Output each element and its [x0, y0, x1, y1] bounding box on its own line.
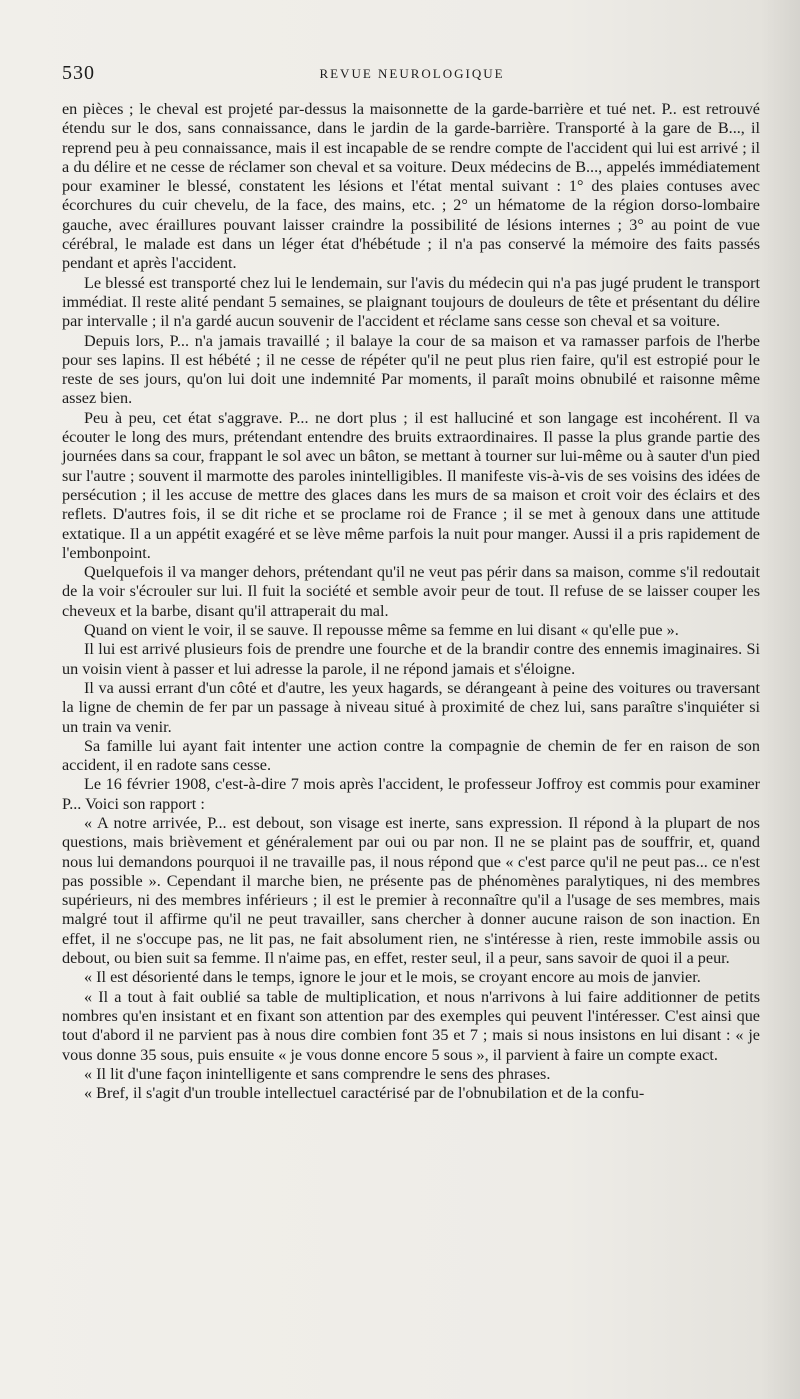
page-number: 530: [62, 62, 95, 84]
paragraph: Depuis lors, P... n'a jamais travaillé ; il balaye la cour de sa maison et va ramasser parfois de l'herbe pour ses lapins. Il est hébété ; il ne cesse de répéter qu'il ne peut plus rien faire, qu'il est estropié pour le reste de ses jours, qu'on lui doit une indemnité Par moments, il paraît moins obnubilé et raisonne même assez bien.: [62, 331, 760, 408]
paragraph: « Il est désorienté dans le temps, ignore le jour et le mois, se croyant encore au mois de janvier.: [84, 968, 701, 987]
paragraph: « Bref, il s'agit d'un trouble intellectuel caractérisé par de l'obnubilation et de la confu-: [84, 1084, 645, 1103]
paragraph: Le blessé est transporté chez lui le lendemain, sur l'avis du médecin qui n'a pas jugé prudent le transport immédiat. Il reste alité pendant 5 semaines, se plaignant toujours de douleurs de tête et présentant du délire par intervalle ; il n'a gardé aucun souvenir de l'accident et réclame sans cesse son cheval et sa voiture.: [62, 273, 760, 331]
paragraph: « Il lit d'une façon inintelligente et sans comprendre le sens des phrases.: [84, 1064, 551, 1083]
paragraph: Le 16 février 1908, c'est-à-dire 7 mois après l'accident, le professeur Joffroy est commis pour examiner P... Voici son rapport :: [62, 775, 760, 813]
page-edge-shadow: [760, 0, 800, 1399]
paragraph: Quelquefois il va manger dehors, prétendant qu'il ne veut pas périr dans sa maison, comme s'il redoutait de la voir s'écrouler sur lui. Il fuit la société et semble avoir peur de tout. Il refuse de se laisser couper les cheveux et la barbe, disant qu'il attraperait du mal.: [62, 563, 760, 620]
paragraph: Quand on vient le voir, il se sauve. Il repousse même sa femme en lui disant « qu'elle pue ».: [84, 621, 679, 640]
paragraph: Sa famille lui ayant fait intenter une action contre la compagnie de chemin de fer en raison de son accident, il en radote sans cesse.: [62, 736, 760, 775]
paragraph: en pièces ; le cheval est projeté par-dessus la maisonnette de la garde-barrière et tué net. P.. est retrouvé étendu sur le dos, sans connaissance, dans le jardin de la garde-barrière. Transporté à la gare de B..., il reprend peu à peu connaissance, mais il est incapable de se rendre compte de l'accident qui lui est arrivé ; il a du délire et ne cesse de réclamer son cheval et sa voiture. Deux médecins de B..., appelés immédiatement pour examiner le blessé, constatent les lésions et l'état mental suivant : 1° des plaies contuses avec écorchures du cuir chevelu, de la face, des mains, etc. ; 2° un hématome de la région dorso-lombaire gauche, avec éraillures pouvant laisser craindre la possibilité de lésions internes ; 3° au point de vue cérébral, le malade est dans un léger état d'hébétude ; il n'a pas conservé la mémoire des faits passés pendant et après l'accident.: [62, 100, 760, 273]
paragraph: Il lui est arrivé plusieurs fois de prendre une fourche et de la brandir contre des ennemis imaginaires. Si un voisin vient à passer et lui adresse la parole, il ne répond jamais et s'éloigne.: [62, 640, 760, 678]
paragraph: Peu à peu, cet état s'aggrave. P... ne dort plus ; il est halluciné et son langage est incohérent. Il va écouter le long des murs, prétendant entendre des bruits extraordinaires. Il passe la plus grande partie des journées dans sa cour, frappant le sol avec un bâton, se mettant à tourner sur lui-même ou à sauter d'un pied sur l'autre ; souvent il marmotte des paroles inintelligibles. Il manifeste vis-à-vis de ses voisins des idées de persécution ; il les accuse de mettre des glaces dans les murs de sa maison et croit voir des éclairs et des reflets. D'autres fois, il se dit riche et se proclame roi de France ; il se met à genoux dans une attitude extatique. Il a un appétit exagéré et se lève même parfois la nuit pour manger. Aussi il a pris rapidement de l'embonpoint.: [62, 408, 760, 562]
page-header: [62, 62, 762, 86]
body-text: [62, 100, 760, 1103]
paragraph: « A notre arrivée, P... est debout, son visage est inerte, sans expression. Il répond à la plupart de nos questions, mais brièvement et généralement par oui ou par non. Il ne se plaint pas de souffrir, et, quand nous lui demandons pourquoi il ne travaille pas, il nous répond que « c'est parce qu'il ne peut pas... ce n'est pas possible ». Cependant il marche bien, ne présente pas de phénomènes paralytiques, ni des membres supérieurs, ni des membres inférieurs ; il est le premier à reconnaître qu'il a l'usage de ses membres, mais malgré tout il affirme qu'il ne peut travailler, sans chercher à donner aucune raison de son inaction. En effet, il ne s'occupe pas, ne lit pas, ne fait absolument rien, ne s'intéresse à rien, reste immobile assis ou debout, ou bien suit sa femme. Il n'aime pas, en effet, rester seul, il a peur, sans savoir de quoi il a peur.: [62, 813, 760, 968]
running-title: REVUE NEUROLOGIQUE: [319, 66, 505, 81]
paragraph: Il va aussi errant d'un côté et d'autre, les yeux hagards, se dérangeant à peine des voitures ou traversant la ligne de chemin de fer par un passage à niveau situé à proximité de chez lui, sans paraître s'inquiéter si un train va venir.: [62, 678, 760, 736]
paragraph: « Il a tout à fait oublié sa table de multiplication, et nous n'arrivons à lui faire additionner de petits nombres qu'en insistant et en fixant son attention par des exemples qui peuvent l'intéresser. C'est ainsi que tout d'abord il ne parvient pas à nous dire combien font 35 et 7 ; mais si nous insistons en lui disant : « je vous donne 35 sous, puis ensuite « je vous donne encore 5 sous », il parvient à faire un compte exact.: [62, 987, 760, 1064]
